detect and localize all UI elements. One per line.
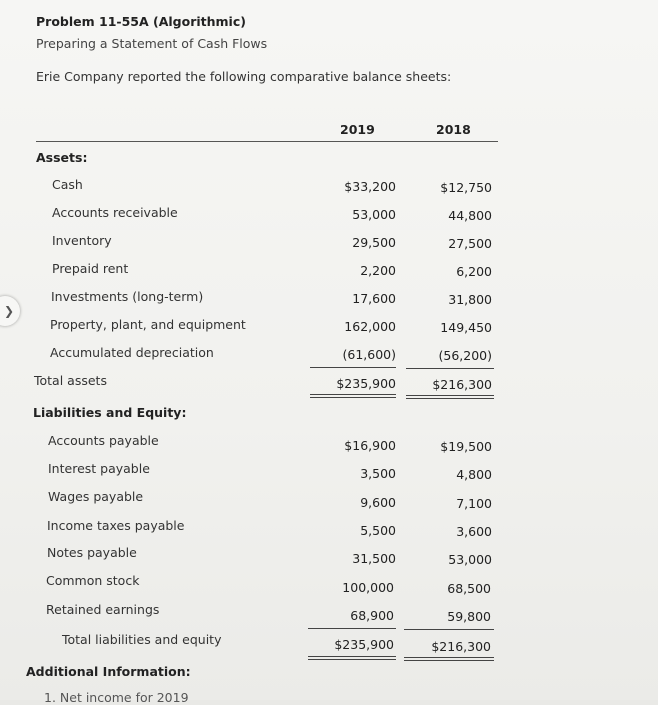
asset-row-label: Investments (long-term) <box>51 289 204 304</box>
asset-2019-value: (61,600) <box>342 347 396 362</box>
liability-2018-value: 4,800 <box>456 467 492 482</box>
asset-2018-value: (56,200) <box>438 348 492 363</box>
total-assets-2018: $216,300 <box>432 377 492 392</box>
asset-2018-value: 6,200 <box>456 264 492 279</box>
total-double-rule <box>308 656 396 660</box>
asset-row-label: Inventory <box>52 233 112 248</box>
liability-2018-value: 7,100 <box>456 496 492 511</box>
subtotal-rule <box>310 367 396 368</box>
liability-2019-value: 68,900 <box>350 608 394 623</box>
problem-title: Problem 11-55A (Algorithmic) <box>36 14 246 29</box>
liability-2018-value: 68,500 <box>447 581 491 596</box>
total-liabilities-equity-2018: $216,300 <box>431 639 491 654</box>
liability-2019-value: $16,900 <box>344 438 396 453</box>
assets-heading: Assets: <box>36 150 88 165</box>
problem-intro: Erie Company reported the following comparative balance sheets: <box>36 69 452 84</box>
liability-2018-value: $19,500 <box>440 439 492 454</box>
chevron-left-icon: ❯ <box>3 304 15 318</box>
liability-2019-value: 100,000 <box>342 580 394 595</box>
liability-row-label: Notes payable <box>47 545 137 560</box>
liability-row-label: Wages payable <box>48 489 144 504</box>
total-assets-2019: $235,900 <box>336 376 396 391</box>
asset-2019-value: 29,500 <box>352 235 396 250</box>
total-double-rule <box>310 394 396 398</box>
liability-2019-value: 5,500 <box>360 523 396 538</box>
liability-2018-value: 53,000 <box>448 552 492 567</box>
additional-info-item: 1. Net income for 2019 <box>44 690 189 705</box>
subtotal-rule <box>404 629 494 630</box>
total-double-rule <box>406 395 494 399</box>
problem-subtitle: Preparing a Statement of Cash Flows <box>36 36 268 51</box>
asset-2018-value: 44,800 <box>448 208 492 223</box>
asset-2018-value: $12,750 <box>440 180 492 195</box>
asset-2019-value: 162,000 <box>344 319 396 334</box>
header-rule <box>36 141 498 142</box>
asset-2019-value: $33,200 <box>344 179 396 194</box>
asset-2019-value: 2,200 <box>360 263 396 278</box>
liability-row-label: Income taxes payable <box>47 518 185 533</box>
total-liabilities-equity-label: Total liabilities and equity <box>62 632 222 647</box>
asset-row-label: Accumulated depreciation <box>50 345 214 360</box>
liability-2018-value: 59,800 <box>447 609 491 624</box>
asset-2019-value: 53,000 <box>352 207 396 222</box>
liability-row-label: Accounts payable <box>48 433 159 448</box>
column-header-2019: 2019 <box>340 122 375 137</box>
asset-2018-value: 31,800 <box>448 292 492 307</box>
asset-row-label: Accounts receivable <box>52 205 178 220</box>
asset-row-label: Prepaid rent <box>52 261 129 276</box>
subtotal-rule <box>308 628 396 629</box>
subtotal-rule <box>406 368 494 369</box>
asset-row-label: Property, plant, and equipment <box>50 317 246 332</box>
additional-info-heading: Additional Information: <box>26 664 191 679</box>
asset-2018-value: 27,500 <box>448 236 492 251</box>
liability-2019-value: 3,500 <box>360 466 396 481</box>
liability-row-label: Common stock <box>46 573 140 588</box>
liability-2018-value: 3,600 <box>456 524 492 539</box>
liabilities-heading: Liabilities and Equity: <box>33 405 187 420</box>
liability-2019-value: 31,500 <box>352 551 396 566</box>
total-double-rule <box>404 657 494 661</box>
total-liabilities-equity-2019: $235,900 <box>334 637 394 652</box>
liability-row-label: Retained earnings <box>46 602 160 617</box>
total-assets-label: Total assets <box>34 373 107 388</box>
liability-2019-value: 9,600 <box>360 495 396 510</box>
asset-row-label: Cash <box>52 177 83 192</box>
previous-page-button[interactable] <box>0 296 20 326</box>
asset-2019-value: 17,600 <box>352 291 396 306</box>
liability-row-label: Interest payable <box>48 461 150 476</box>
column-header-2018: 2018 <box>436 122 471 137</box>
asset-2018-value: 149,450 <box>440 320 492 335</box>
